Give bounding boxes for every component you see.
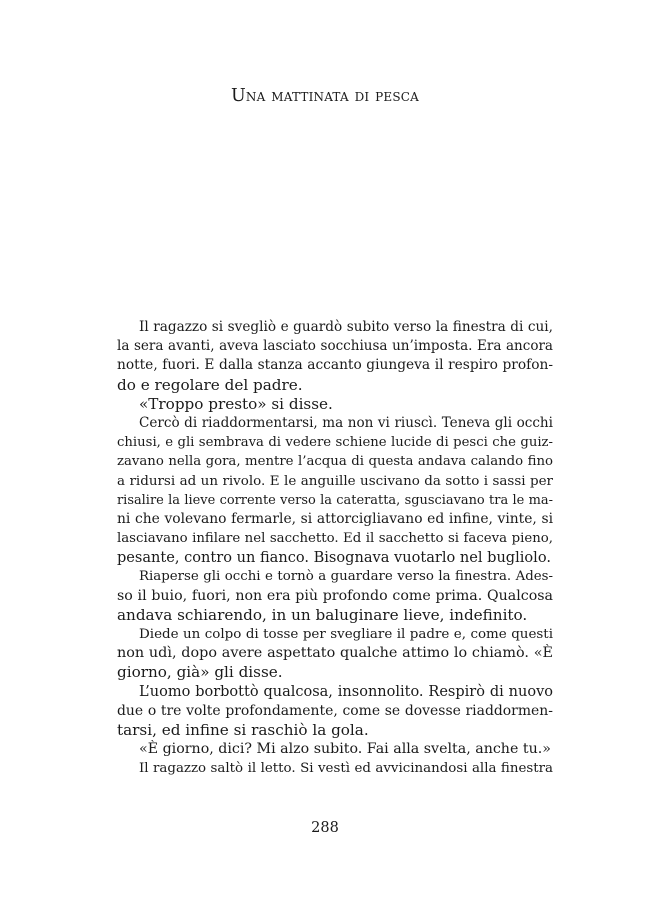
text-line: «È giorno, dici? Mi alzo subito. Fai alla svelta, anche tu.»: [139, 741, 551, 758]
text-line: giorno, già» gli disse.: [117, 663, 283, 682]
text-line: Diede un colpo di tosse per svegliare il padre e, come questi: [139, 627, 553, 642]
text-line: «Troppo presto» si disse.: [139, 394, 333, 413]
text-line: Il ragazzo saltò il letto. Si vestì ed avvicinandosi alla finestra: [139, 761, 553, 777]
text-line: lasciavano infilare nel sacchetto. Ed il sacchetto si faceva pieno,: [117, 531, 553, 547]
text-line: due o tre volte profondamente, come se dovesse riaddormen-: [117, 702, 553, 719]
text-line: andava schiarendo, in un baluginare lieve, indefinito.: [117, 605, 528, 624]
text-line: Cercò di riaddormentarsi, ma non vi riuscì. Teneva gli occhi: [139, 414, 553, 431]
page-number: 288: [311, 820, 339, 836]
text-line: ni che volevano fermarle, si attorcigliavano ed infine, vinte, si: [117, 510, 553, 527]
text-line: chiusi, e gli sembrava di vedere schiene lucide di pesci che guiz-: [117, 435, 553, 451]
body-text: [117, 318, 553, 779]
text-line: a ridursi ad un rivolo. E le anguille uscivano da sotto i sassi per: [117, 473, 553, 489]
text-line: non udì, dopo avere aspettato qualche attimo lo chiamò. «È: [117, 645, 553, 662]
text-line: zavano nella gora, mentre l’acqua di questa andava calando fino: [117, 454, 553, 470]
text-line: do e regolare del padre.: [117, 375, 303, 394]
text-line: L’uomo borbottò qualcosa, insonnolito. Respirò di nuovo: [139, 683, 553, 700]
text-line: Il ragazzo si svegliò e guardò subito verso la finestra di cui,: [139, 319, 553, 335]
text-line: pesante, contro un fianco. Bisognava vuotarlo nel bugliolo.: [117, 549, 551, 567]
text-line: tarsi, ed infine si raschiò la gola.: [117, 720, 369, 739]
text-line: so il buio, fuori, non era più profondo come prima. Qualcosa: [117, 587, 553, 604]
text-line: la sera avanti, aveva lasciato socchiusa un’imposta. Era ancora: [117, 338, 553, 355]
text-line: notte, fuori. E dalla stanza accanto giungeva il respiro profon-: [117, 357, 553, 374]
chapter-title: Una mattinata di pesca: [230, 86, 420, 106]
text-line: Riaperse gli occhi e tornò a guardare verso la finestra. Ades-: [139, 569, 553, 585]
text-line: risalire la lieve corrente verso la cateratta, sgusciavano tra le ma-: [117, 492, 553, 508]
